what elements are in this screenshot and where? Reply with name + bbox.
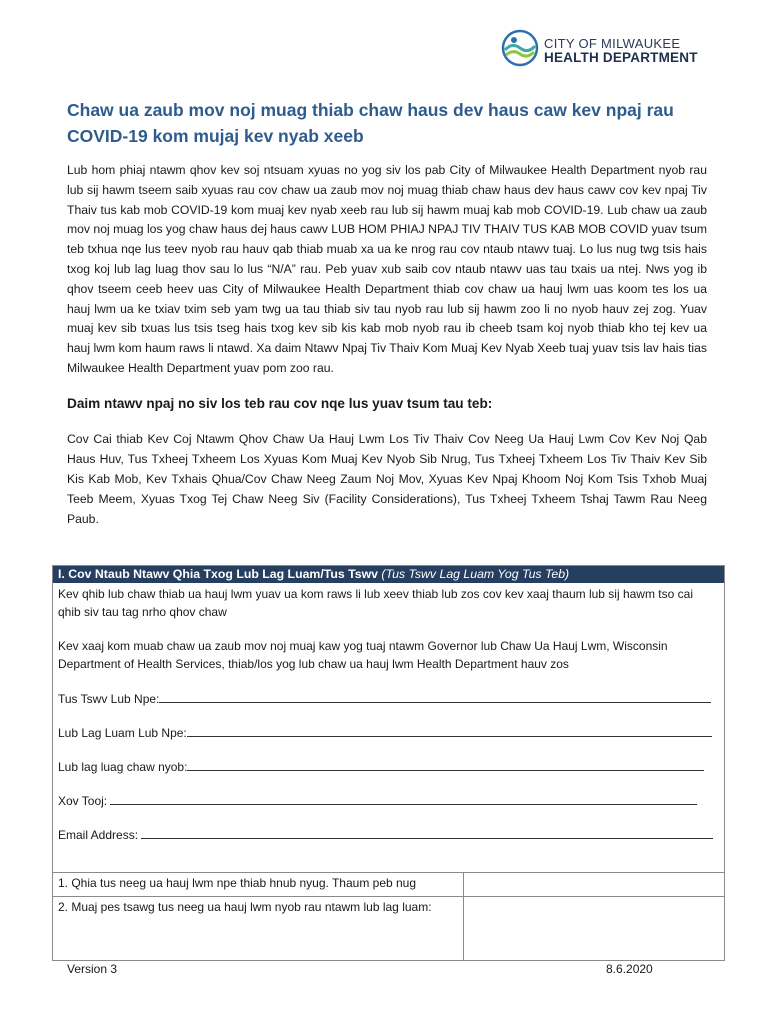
owner-name-line[interactable]	[159, 692, 711, 703]
answer-2-cell[interactable]	[464, 897, 725, 961]
date-label: 8.6.2020	[606, 962, 653, 976]
phone-line[interactable]	[110, 794, 697, 805]
version-label: Version 3	[67, 962, 118, 976]
form-paragraph-1: Kev qhib lub chaw thiab ua hauj lwm yuav ua kom raws li lub xeev thiab lub zos cov kev xaaj thaum lub sij hawm tso cai qhib siv tau tag nrho qhov chaw	[58, 587, 693, 619]
business-name-field[interactable]	[58, 726, 718, 740]
table-row	[53, 897, 725, 961]
questions-table	[52, 872, 725, 961]
phone-label: Xov Tooj:	[58, 794, 111, 808]
topics-list: Cov Cai thiab Kev Coj Ntawm Qhov Chaw Ua Hauj Lwm Los Tiv Thaiv Cov Neeg Ua Hauj Lwm Cov Kev Noj Qab Haus Huv, Tus Txheej Txheem Los Xyuas Kom Muaj Kev Nyob Sib Nrug, Tus Txheej Txheem Los Tiv Thaiv Kev Sib Kis Kab Mob, Kev Txhais Qhua/Cov Chaw Neeg Zaum Noj Mov, Xyuas Kev Npaj Khoom Noj Kom Tsis Txhob Muaj Teeb Meem, Xyuas Txog Tej Chaw Neeg Siv (Facility Considerations), Tus Txheej Txheem Tshaj Tawm Rau Neeg Paub.	[67, 432, 707, 527]
email-line[interactable]	[141, 828, 713, 839]
question-1: 1. Qhia tus neeg ua hauj lwm npe thiab hnub nyug. Thaum peb nug	[53, 873, 464, 897]
topics-heading: Daim ntawv npaj no siv los teb rau cov nqe lus yuav tsum tau teb:	[67, 396, 493, 411]
email-field[interactable]	[58, 828, 718, 842]
business-name-line[interactable]	[187, 726, 712, 737]
answer-1-cell[interactable]	[464, 873, 725, 897]
business-owner-form	[52, 565, 725, 960]
business-address-label: Lub lag luag chaw nyob:	[58, 760, 188, 774]
form-header-note: (Tus Tswv Lag Luam Yog Tus Teb)	[381, 567, 570, 581]
owner-name-field[interactable]	[58, 692, 718, 706]
logo-city-text: CITY OF MILWAUKEE	[544, 36, 681, 51]
email-label: Email Address:	[58, 828, 142, 842]
form-section-header	[53, 566, 724, 583]
owner-name-label: Tus Tswv Lub Npe:	[58, 692, 160, 706]
logo-department-text: HEALTH DEPARTMENT	[544, 50, 698, 65]
table-row	[53, 873, 725, 897]
city-health-logo	[500, 28, 710, 74]
logo-emblem-icon	[500, 28, 540, 68]
form-paragraph-2: Kev xaaj kom muab chaw ua zaub mov noj muaj kaw yog tuaj ntawm Governor lub Chaw Ua Hauj Lwm, Wisconsin Department of Health Services, thiab/los yog lub chaw ua hauj lwm Health Department hauv zos	[58, 639, 668, 671]
business-name-label: Lub Lag Luam Lub Npe:	[58, 726, 187, 740]
form-header-title: I. Cov Ntaub Ntawv Qhia Txog Lub Lag Luam/Tus Tswv	[58, 567, 378, 581]
business-address-field[interactable]	[58, 760, 718, 774]
phone-field[interactable]	[58, 794, 718, 808]
intro-paragraph: Lub hom phiaj ntawm qhov kev soj ntsuam xyuas no yog siv los pab City of Milwaukee Health Department nyob rau lub sij hawm tseem saib xyuas rau cov chaw ua zaub mov noj muag thiab chaw haus dev haus cawv cov kev npaj Tiv Thaiv tus kab mob COVID-19 kom muaj kev nyab xeeb rau lub sij hawm muaj kab mob COVID-19. Lub chaw ua zaub mov noj muag los yog chaw haus dej haus cawv LUB HOM PHIAJ NPAJ TIV THAIV TUS KAB MOB COVID yuav tsum teb txhua nqe lus teev nyob rau hauv qab thiab muab xa ua ke nrog rau cov ntaub ntawv tuaj. Lo lus nug twg tsis hais txog koj lub lag luag thov sau lo lus “N/A” rau. Peb yuav xub saib cov ntaub ntawv uas tau txais ua ntej. Nws yog ib qhov tseem ceeb heev uas City of Milwaukee Health Department thiab cov chaw ua hauj lwm uas koom tes los ua hauj lwm ua ke txiav txim seb yam twg ua tau thiab siv tau nyob rau lub sij hawm zoo li no nyob hauv zej zog. Yuav muaj kev sib txuas lus tsis tseg hais txog kev sib kis kab mob nyob rau ib cheeb tsam koj nyob thiab kho tej kev ua hauj lwm kom haum raws li ntawd. Xa daim Ntawv Npaj Tiv Thaiv Kom Muaj Kev Nyab Xeeb tuaj yuav tsis lav hais tias Milwaukee Health Department yuav pom zoo rau.	[67, 163, 707, 375]
business-address-line[interactable]	[187, 760, 704, 771]
page-title: Chaw ua zaub mov noj muag thiab chaw haus dev haus caw kev npaj rau COVID-19 kom mujaj kev nyab xeeb	[67, 100, 674, 146]
question-2: 2. Muaj pes tsawg tus neeg ua hauj lwm nyob rau ntawm lub lag luam:	[53, 897, 464, 961]
